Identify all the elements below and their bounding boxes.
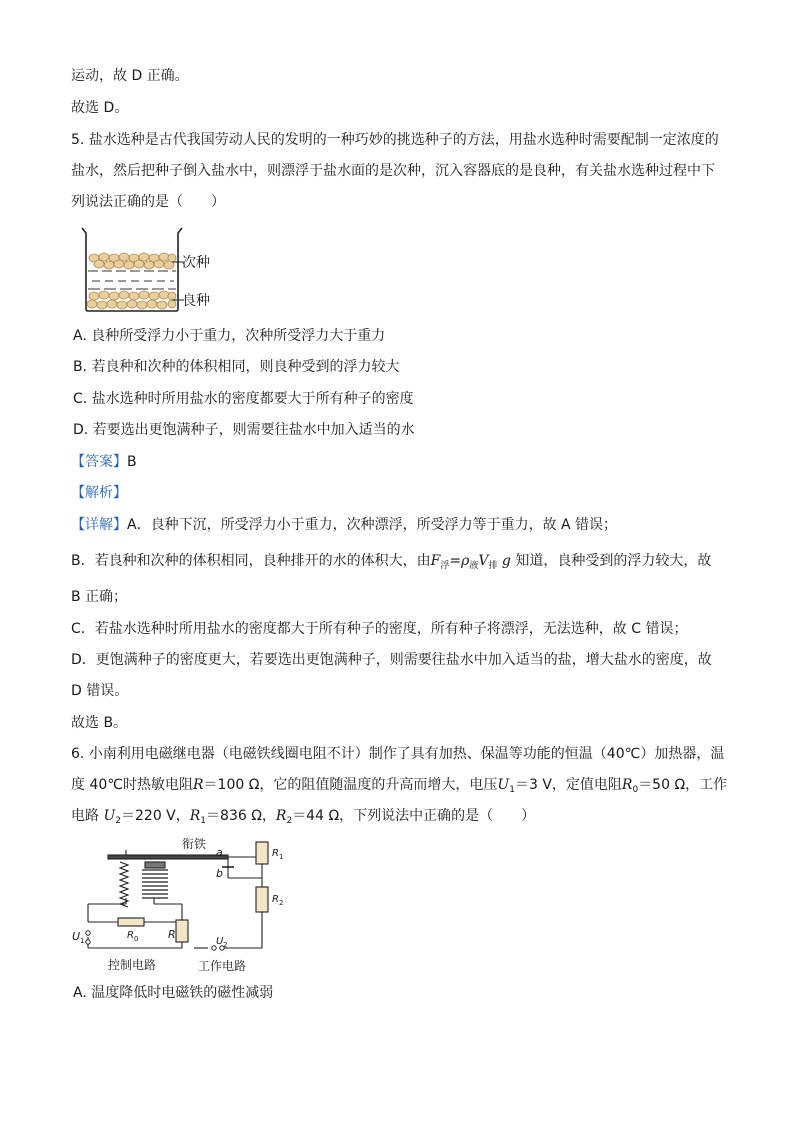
detail-b-line1: B．若良种和次种的体积相同，良种排开的水的体积大，由$F_浮=\rho_液V_排$ g 知道，良种受到的浮力较大，故 (71, 553, 712, 571)
choose-line: 故选 B。 (71, 715, 128, 731)
option-d: D. 若要选出更饱满种子，则需要往盐水中加入适当的水 (73, 422, 415, 438)
question-5-text: 列说法正确的是（ ） (71, 194, 225, 210)
analysis-tag: 【解析】 (71, 485, 127, 501)
detail-tag: 【详解】 (71, 517, 127, 533)
option-c: C. 盐水选种时所用盐水的密度都要大于所有种子的密度 (73, 391, 414, 407)
svg-text:R: R (272, 894, 279, 905)
control-circuit-label: 控制电路 (108, 958, 157, 972)
svg-text:b: b (216, 867, 223, 880)
detail-d-line1: D．更饱满种子的密度更大，若要选出更饱满种子，则需要往盐水中加入适当的盐，增大盐水的密度，故 (71, 652, 712, 668)
answer-tag: 【答案】 (71, 454, 127, 470)
text-line: 故选 D。 (71, 100, 129, 116)
sunken-seeds (87, 291, 176, 309)
armature-label: 衔铁 (182, 837, 207, 851)
detail-c: C．若盐水选种时所用盐水的密度都大于所有种子的密度，所有种子将漂浮，无法选种，故 C 错误； (71, 621, 688, 637)
svg-text:1: 1 (279, 853, 284, 861)
svg-text:R: R (168, 928, 176, 941)
question-6-text: 6. 小南利用电磁继电器（电磁铁线圈电阻不计）制作了具有加热、保温等功能的恒温（40℃）加热器，温 (71, 746, 725, 762)
svg-text:2: 2 (279, 899, 284, 907)
option-a: A. 良种所受浮力小于重力，次种所受浮力大于重力 (73, 328, 386, 344)
detail-b-line2: B 正确； (71, 589, 128, 605)
detail-d-line2: D 错误。 (71, 683, 129, 699)
question-6-text: 电路 $U_2=220$ V，$R_1=836$ Ω，$R_2=44$ Ω，下列说法中正确的是（ ） (71, 808, 536, 826)
svg-text:2: 2 (223, 941, 228, 949)
svg-text:0: 0 (134, 935, 139, 943)
question-5-text: 5. 盐水选种是古代我国劳动人民的发明的一种巧妙的挑选种子的方法，用盐水选种时需要配制一定浓度的 (71, 132, 719, 148)
question-5-text: 盐水，然后把种子倒入盐水中，则漂浮于盐水面的是次种，沉入容器底的是良种，有关盐水选种过程中下 (71, 163, 715, 179)
svg-text:R: R (127, 930, 134, 941)
beaker-figure (78, 225, 228, 315)
answer-value: B (127, 454, 137, 470)
q6-option-a: A. 温度降低时电磁铁的磁性减弱 (73, 985, 274, 1001)
answer-line (71, 452, 137, 472)
work-circuit-label: 工作电路 (198, 959, 247, 973)
svg-text:a: a (216, 846, 223, 859)
floating-seeds (89, 253, 176, 269)
question-6-text: 度 40℃时热敏电阻R＝100 Ω，它的阻值随温度的升高而增大，电压$U_1=3$ V，定值电阻$R_0=50$ Ω，工作 (71, 777, 728, 795)
detail-a: 【详解】A．良种下沉，所受浮力小于重力，次种漂浮，所受浮力等于重力，故 A 错误； (71, 517, 618, 533)
label-inferior-seed: 次种 (182, 255, 210, 271)
svg-text:1: 1 (80, 937, 85, 945)
label-good-seed: 良种 (182, 293, 210, 309)
svg-text:U: U (72, 930, 81, 943)
svg-text:U: U (216, 936, 224, 947)
relay-circuit-figure (70, 832, 290, 977)
svg-text:R: R (272, 848, 279, 859)
text-line: 运动，故 D 正确。 (71, 68, 189, 84)
buoyancy-formula: $F_浮=\rho_液V_排$ g (430, 553, 511, 571)
option-b: B. 若良种和次种的体积相同，则良种受到的浮力较大 (73, 359, 400, 375)
